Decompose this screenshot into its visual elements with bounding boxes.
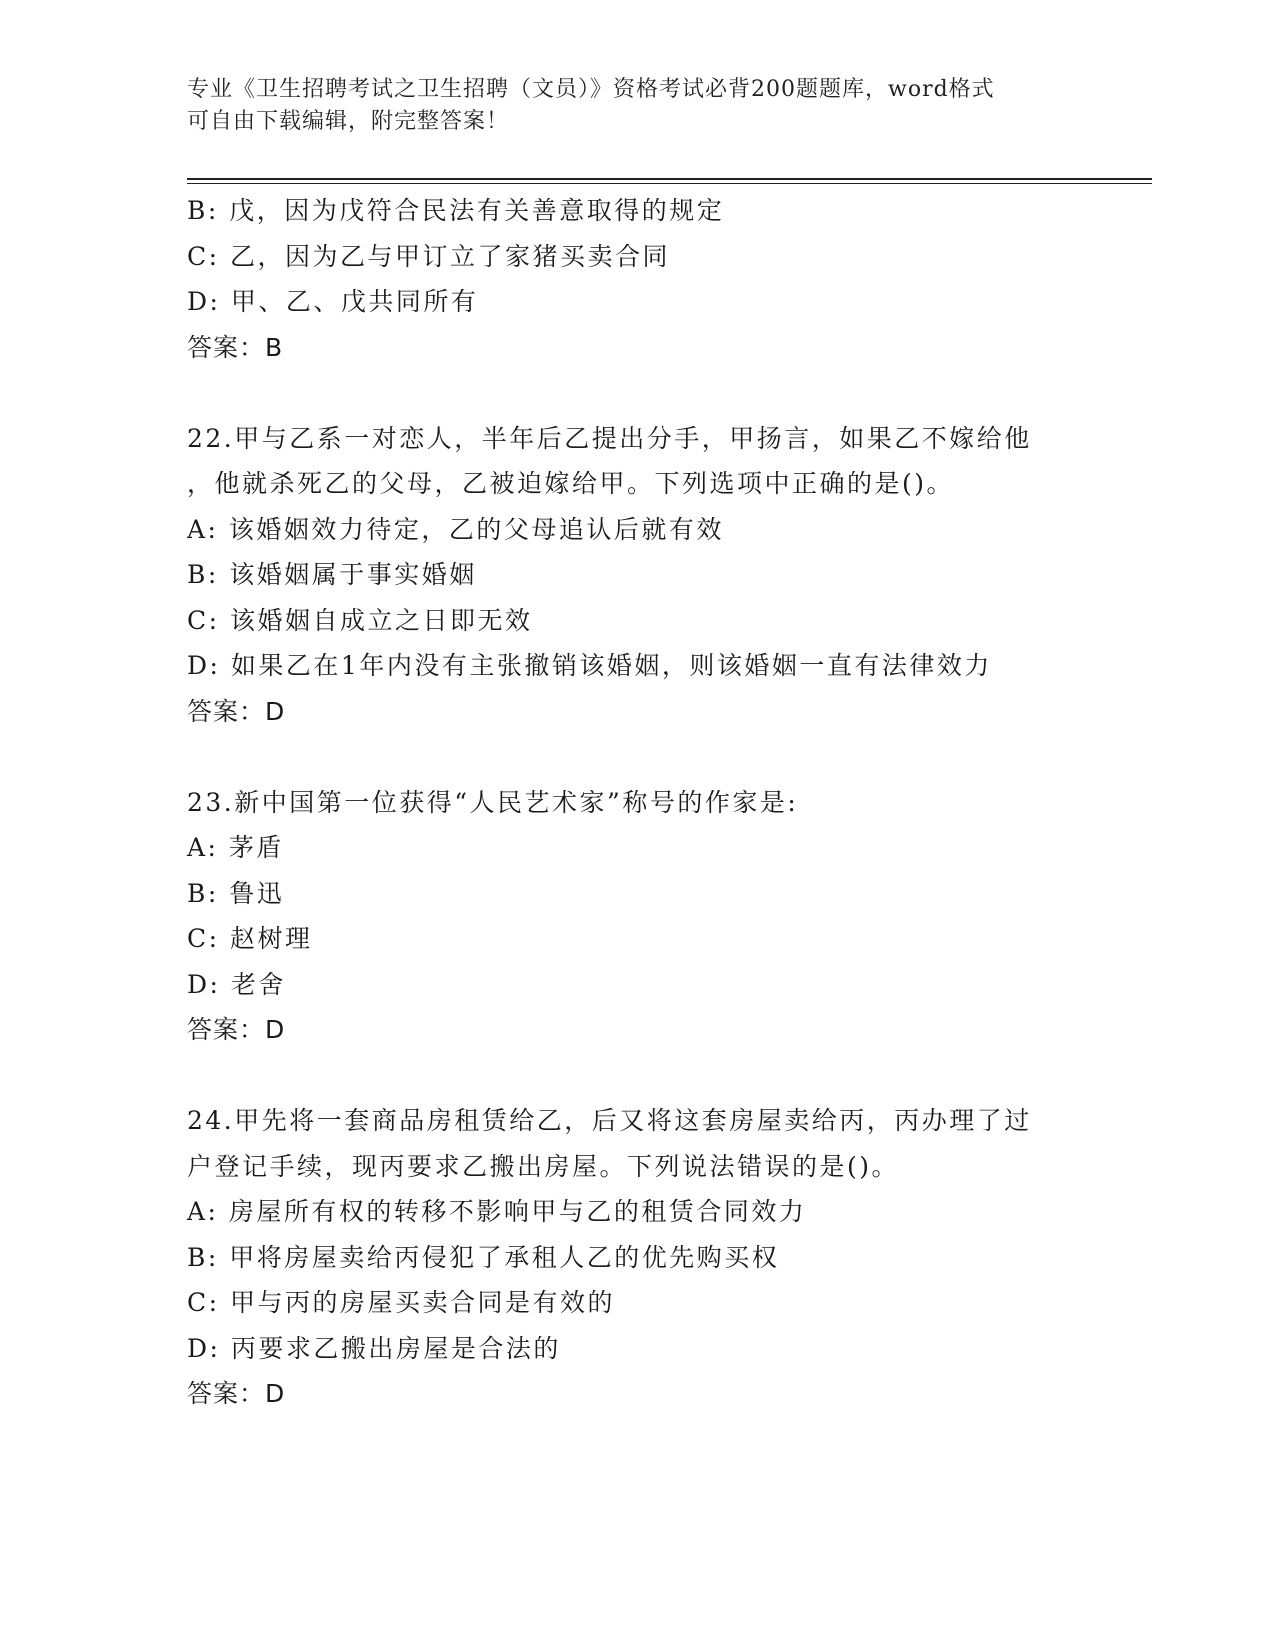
question-stem: 24.甲先将一套商品房租赁给乙，后又将这套房屋卖给丙，丙办理了过 [187, 1106, 1032, 1135]
option-d: D: 丙要求乙搬出房屋是合法的 [187, 1333, 561, 1363]
option-c: C: 乙，因为乙与甲订立了家猪买卖合同 [187, 241, 670, 271]
option-d: D: 如果乙在1年内没有主张撤销该婚姻，则该婚姻一直有法律效力 [187, 651, 992, 680]
answer-line: 答案：B [187, 332, 284, 362]
option-b: B: 鲁迅 [187, 878, 285, 908]
header-rule-thick [187, 178, 1152, 180]
option-a: A: 房屋所有权的转移不影响甲与乙的租赁合同效力 [187, 1197, 807, 1226]
question-block-24 [187, 1098, 1087, 1417]
header-rule-thin [187, 183, 1152, 184]
option-a: A: 茅盾 [187, 833, 284, 862]
question-block-22 [187, 416, 1087, 735]
option-c: C: 该婚姻自成立之日即无效 [187, 605, 533, 635]
option-d: D: 老舍 [187, 969, 286, 999]
document-header [187, 74, 1087, 138]
question-block-23 [187, 780, 1087, 1053]
question-stem-continued: 户登记手续，现丙要求乙搬出房屋。下列说法错误的是()。 [187, 1151, 900, 1181]
question-stem: 23.新中国第一位获得“人民艺术家”称号的作家是: [187, 787, 799, 817]
spacer [187, 370, 1087, 416]
option-b: B: 戊，因为戊符合民法有关善意取得的规定 [187, 196, 725, 225]
answer-line: 答案：D [187, 696, 286, 726]
answer-line: 答案：D [187, 1379, 286, 1408]
option-d: D: 甲、乙、戊共同所有 [187, 287, 479, 316]
answer-line: 答案：D [187, 1015, 286, 1044]
question-stem-continued: ，他就杀死乙的父母，乙被迫嫁给甲。下列选项中正确的是()。 [187, 469, 955, 498]
question-stem: 22.甲与乙系一对恋人，半年后乙提出分手，甲扬言，如果乙不嫁给他 [187, 423, 1032, 453]
option-c: C: 甲与丙的房屋买卖合同是有效的 [187, 1288, 615, 1317]
option-a: A: 该婚姻效力待定，乙的父母追认后就有效 [187, 514, 724, 544]
header-line-1: 专业《卫生招聘考试之卫生招聘（文员）》资格考试必背200题题库，word格式 [187, 77, 995, 102]
question-block-21 [187, 188, 1087, 370]
spacer [187, 734, 1087, 780]
spacer [187, 1053, 1087, 1099]
header-line-2: 可自由下载编辑，附完整答案！ [187, 109, 510, 134]
option-c: C: 赵树理 [187, 924, 313, 953]
option-b: B: 甲将房屋卖给丙侵犯了承租人乙的优先购买权 [187, 1242, 780, 1272]
question-content [187, 188, 1087, 1417]
option-b: B: 该婚姻属于事实婚姻 [187, 560, 477, 589]
